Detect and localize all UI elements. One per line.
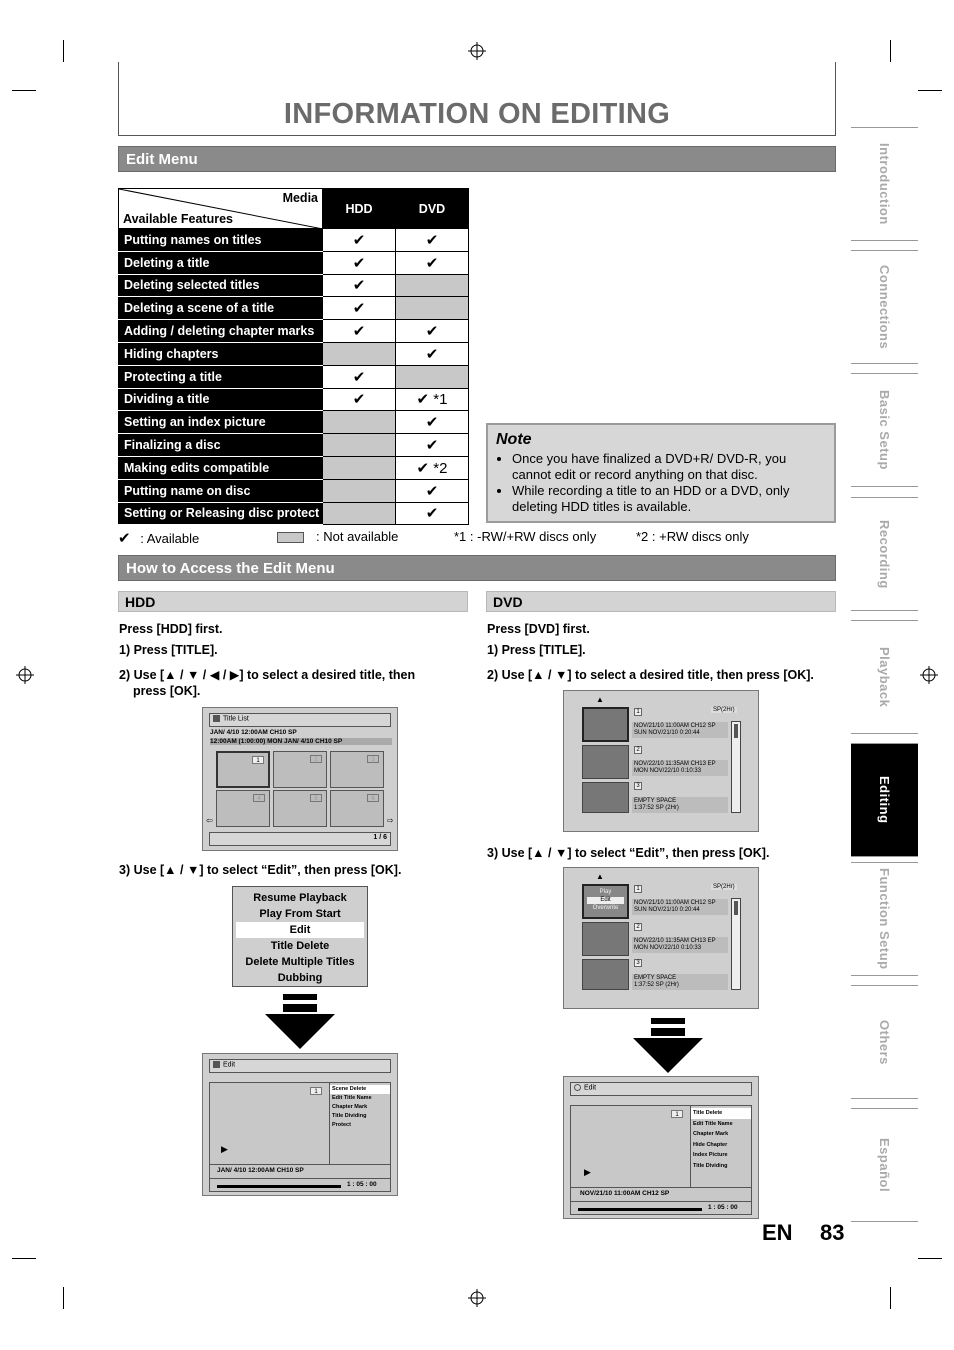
table-corner [119, 189, 323, 229]
side-tab-others[interactable]: Others [851, 985, 918, 1099]
popup-overwrite[interactable]: Overwrite [592, 905, 619, 911]
scroll-up-icon: ▲ [596, 695, 604, 704]
menu-item-title-delete[interactable]: Title Delete [270, 940, 330, 952]
feature-name: Finalizing a disc [119, 434, 323, 457]
edit-time: 1 : 05 : 00 [708, 1204, 738, 1211]
disc-icon [213, 715, 220, 722]
col-dvd-header: DVD [396, 189, 469, 229]
table-row [119, 502, 469, 525]
menu-item-play-from-start[interactable]: Play From Start [259, 908, 341, 920]
down-arrow-icon [265, 994, 335, 1050]
title-list-line1: JAN/ 4/10 12:00AM CH10 SP [210, 729, 297, 736]
dvd-thumb[interactable] [582, 959, 629, 990]
feature-name: Hiding chapters [119, 342, 323, 365]
dvd-available-cell: ✔ [396, 251, 469, 274]
feature-name: Deleting selected titles [119, 274, 323, 297]
dvd-available-cell: ✔ [396, 479, 469, 502]
access-heading: How to Access the Edit Menu [118, 555, 836, 581]
hdd-not-available-cell [323, 479, 396, 502]
feature-name: Adding / deleting chapter marks [119, 320, 323, 343]
feature-name: Putting names on titles [119, 229, 323, 252]
registration-mark-icon [468, 1289, 486, 1307]
side-tab-basic-setup[interactable]: Basic Setup [851, 373, 918, 487]
title-list-page: 1 / 6 [209, 832, 391, 846]
edit-menu-heading: Edit Menu [118, 146, 836, 172]
features-table [118, 188, 469, 525]
edit-option[interactable]: Protect [332, 1122, 351, 1128]
legend-not-available: : Not available [316, 529, 399, 544]
disc-icon [574, 1084, 581, 1091]
edit-time: 1 : 05 : 00 [347, 1181, 377, 1188]
title-thumb[interactable]: 6 [330, 790, 384, 827]
table-row [119, 411, 469, 434]
popup-edit[interactable]: Edit [587, 897, 624, 904]
side-tab-function-setup[interactable]: Function Setup [851, 862, 918, 976]
dvd-press-first: Press [DVD] first. [487, 622, 590, 636]
menu-item-edit[interactable]: Edit [236, 922, 364, 938]
side-tab-introduction[interactable]: Introduction [851, 127, 918, 241]
note-item: • While recording a title to an HDD or a DVD, only deleting HDD titles is available. [512, 483, 826, 515]
dvd-item-info[interactable]: NOV/22/10 11:35AM CH13 EP MON NOV/22/10 0:10:33 [632, 937, 728, 953]
title-list-header: Title List [209, 713, 391, 727]
dvd-item-info[interactable]: NOV/21/10 11:00AM CH12 SP SUN NOV/21/10 0:20:44 [632, 899, 728, 915]
side-tab-playback[interactable]: Playback [851, 620, 918, 734]
popup-play[interactable]: Play [599, 889, 612, 895]
dvd-available-cell: ✔ [396, 411, 469, 434]
hdd-step2-cont: press [OK]. [133, 684, 201, 698]
disc-icon [213, 1061, 220, 1068]
title-thumb[interactable]: 5 [273, 790, 327, 827]
edit-option[interactable]: Chapter Mark [693, 1131, 729, 1137]
dvd-item-info[interactable]: EMPTY SPACE 1:37:52 SP (2Hr) [632, 797, 728, 813]
table-row [119, 251, 469, 274]
play-icon: ▶ [221, 1144, 228, 1154]
edit-options [329, 1083, 390, 1164]
hdd-title-menu [232, 886, 368, 987]
menu-item-delete-multiple[interactable]: Delete Multiple Titles [245, 956, 355, 968]
hdd-available-cell: ✔ [323, 229, 396, 252]
check-icon: ✔ [118, 530, 131, 547]
edit-info: JAN/ 4/10 12:00AM CH10 SP [209, 1164, 391, 1176]
dvd-subheading: DVD [486, 591, 836, 612]
edit-option[interactable]: Edit Title Name [693, 1120, 733, 1127]
dvd-available-cell: ✔ *2 [396, 456, 469, 479]
feature-name: Setting or Releasing disc protect [119, 502, 323, 525]
menu-item-resume[interactable]: Resume Playback [253, 892, 347, 904]
hdd-step1: 1) Press [TITLE]. [119, 643, 218, 657]
scroll-up-icon: ▲ [596, 872, 604, 881]
dvd-item-info[interactable]: NOV/21/10 11:00AM CH12 SP SUN NOV/21/10 0:20:44 [632, 722, 728, 738]
feature-name: Deleting a title [119, 251, 323, 274]
dvd-thumb[interactable] [582, 745, 629, 779]
dvd-available-cell: ✔ *1 [396, 388, 469, 411]
dvd-step1: 1) Press [TITLE]. [487, 643, 586, 657]
legend-footnote-2: *2 : +RW discs only [636, 529, 749, 544]
hdd-available-cell: ✔ [323, 320, 396, 343]
table-row [119, 297, 469, 320]
dvd-not-available-cell [396, 274, 469, 297]
table-row [119, 274, 469, 297]
feature-name: Making edits compatible [119, 456, 323, 479]
edit-info: NOV/21/10 11:00AM CH12 SP [570, 1187, 752, 1199]
progress-bar [217, 1185, 341, 1188]
edit-option[interactable]: Title Dividing [332, 1113, 367, 1119]
hdd-available-cell: ✔ [323, 251, 396, 274]
col-hdd-header: HDD [323, 189, 396, 229]
hdd-available-cell: ✔ [323, 365, 396, 388]
title-thumb[interactable]: 4 [216, 790, 270, 827]
table-row [119, 456, 469, 479]
dvd-available-cell: ✔ [396, 342, 469, 365]
feature-name: Protecting a title [119, 365, 323, 388]
dvd-title-list-screen: ▲ SP(2Hr) 1 NOV/21/10 11:00AM CH12 SP SUN NOV/21/10 0:20:44 2 NOV/22/10 11:35AM CH13 EP MON NOV/22/10 0:10:33 3 EMPTY SPACE 1:37:52 SP (2Hr) [563, 690, 759, 832]
table-row [119, 434, 469, 457]
edit-option[interactable]: Index Picture [693, 1152, 728, 1158]
menu-item-dubbing[interactable]: Dubbing [277, 972, 323, 984]
title-thumb[interactable]: 2 [273, 751, 327, 788]
arrow-right-icon: ⇨ [387, 816, 394, 825]
hdd-not-available-cell [323, 456, 396, 479]
side-tab-espanol[interactable]: Español [851, 1108, 918, 1222]
dvd-not-available-cell [396, 297, 469, 320]
table-row [119, 320, 469, 343]
dvd-title-list-popup-screen: ▲ SP(2Hr) Play Edit Overwrite 1 NOV/21/10 11:00AM CH12 SP SUN NOV/21/10 0:20:44 2 NOV/22/10 11:35AM CH13 EP MON NOV/22/10 0:10:33 3 EMPTY SPACE 1:37:52 SP (2Hr) [563, 867, 759, 1009]
hdd-not-available-cell [323, 342, 396, 365]
title-thumb[interactable]: 1 [216, 751, 270, 788]
edit-option[interactable]: Title Dividing [693, 1162, 728, 1169]
language-label: EN [762, 1220, 793, 1245]
hdd-subheading: HDD [118, 591, 468, 612]
table-row [119, 479, 469, 502]
legend-footnote-1: *1 : -RW/+RW discs only [454, 529, 597, 544]
edit-header: Edit [570, 1082, 752, 1096]
feature-name: Putting name on disc [119, 479, 323, 502]
side-tab-recording[interactable]: Recording [851, 497, 918, 611]
play-icon: ▶ [584, 1167, 591, 1177]
edit-option[interactable]: Hide Chapter [693, 1141, 728, 1148]
hdd-available-cell: ✔ [323, 297, 396, 320]
dvd-step3: 3) Use [▲ / ▼] to select “Edit”, then press [OK]. [487, 846, 770, 860]
dvd-available-cell: ✔ [396, 320, 469, 343]
feature-name: Setting an index picture [119, 411, 323, 434]
edit-option[interactable]: Scene Delete [330, 1085, 390, 1094]
registration-mark-icon [16, 666, 34, 684]
dvd-edit-screen [563, 1076, 759, 1219]
dvd-not-available-cell [396, 365, 469, 388]
feature-name: Dividing a title [119, 388, 323, 411]
hdd-title-list-screen [202, 707, 398, 851]
table-row [119, 229, 469, 252]
table-row [119, 388, 469, 411]
table-row [119, 365, 469, 388]
not-available-swatch [277, 532, 304, 543]
page-number: 83 [820, 1220, 845, 1245]
note-item: • Once you have finalized a DVD+R/ DVD-R, you cannot edit or record anything on that disc. [512, 451, 826, 483]
legend-available: ✔ : Available [118, 530, 200, 547]
edit-title-number: 1 [310, 1087, 322, 1095]
edit-option[interactable]: Edit Title Name [332, 1095, 372, 1101]
dvd-available-cell: ✔ [396, 434, 469, 457]
title-popup-menu [582, 884, 629, 919]
dvd-available-cell: ✔ [396, 229, 469, 252]
hdd-not-available-cell [323, 411, 396, 434]
dvd-available-cell: ✔ [396, 502, 469, 525]
registration-mark-icon [920, 666, 938, 684]
hdd-step2: 2) Use [▲ / ▼ / ◀ / ▶] to select a desired title, then [119, 668, 416, 682]
edit-option[interactable]: Title Delete [691, 1108, 751, 1119]
dvd-item-info[interactable]: NOV/22/10 11:35AM CH13 EP MON NOV/22/10 0:10:33 [632, 760, 728, 776]
dvd-thumb[interactable] [582, 707, 629, 742]
corner-media-label: Media [282, 191, 318, 205]
side-tab-connections[interactable]: Connections [851, 250, 918, 364]
title-thumb[interactable]: 3 [330, 751, 384, 788]
hdd-not-available-cell [323, 502, 396, 525]
note-title: Note [496, 431, 532, 448]
dvd-step2: 2) Use [▲ / ▼] to select a desired title, then press [OK]. [487, 668, 814, 682]
registration-mark-icon [468, 42, 486, 60]
hdd-edit-screen [202, 1053, 398, 1196]
page-title: INFORMATION ON EDITING [283, 98, 671, 130]
down-arrow-icon [633, 1018, 703, 1074]
scrollbar[interactable] [731, 898, 741, 990]
hdd-press-first: Press [HDD] first. [119, 622, 223, 636]
hdd-step3: 3) Use [▲ / ▼] to select “Edit”, then press [OK]. [119, 863, 402, 877]
dvd-item-info[interactable]: EMPTY SPACE 1:37:52 SP (2Hr) [632, 974, 728, 990]
title-list-line2: 12:00AM (1:00:00) MON JAN/ 4/10 CH10 SP [210, 738, 392, 745]
progress-bar [578, 1208, 702, 1211]
hdd-not-available-cell [323, 434, 396, 457]
edit-options [690, 1106, 751, 1187]
dvd-thumb[interactable] [582, 922, 629, 956]
side-tab-editing[interactable]: Editing [851, 743, 918, 857]
corner-features-label: Available Features [123, 212, 234, 226]
hdd-available-cell: ✔ [323, 388, 396, 411]
table-row [119, 342, 469, 365]
edit-option[interactable]: Chapter Mark [332, 1104, 368, 1110]
scrollbar[interactable] [731, 721, 741, 813]
record-mode: SP(2Hr) [713, 707, 735, 713]
dvd-thumb[interactable] [582, 782, 629, 813]
feature-name: Deleting a scene of a title [119, 297, 323, 320]
note-box [486, 423, 836, 523]
edit-header: Edit [209, 1059, 391, 1073]
arrow-left-icon: ⇦ [206, 816, 213, 825]
edit-title-number: 1 [671, 1110, 683, 1118]
hdd-available-cell: ✔ [323, 274, 396, 297]
